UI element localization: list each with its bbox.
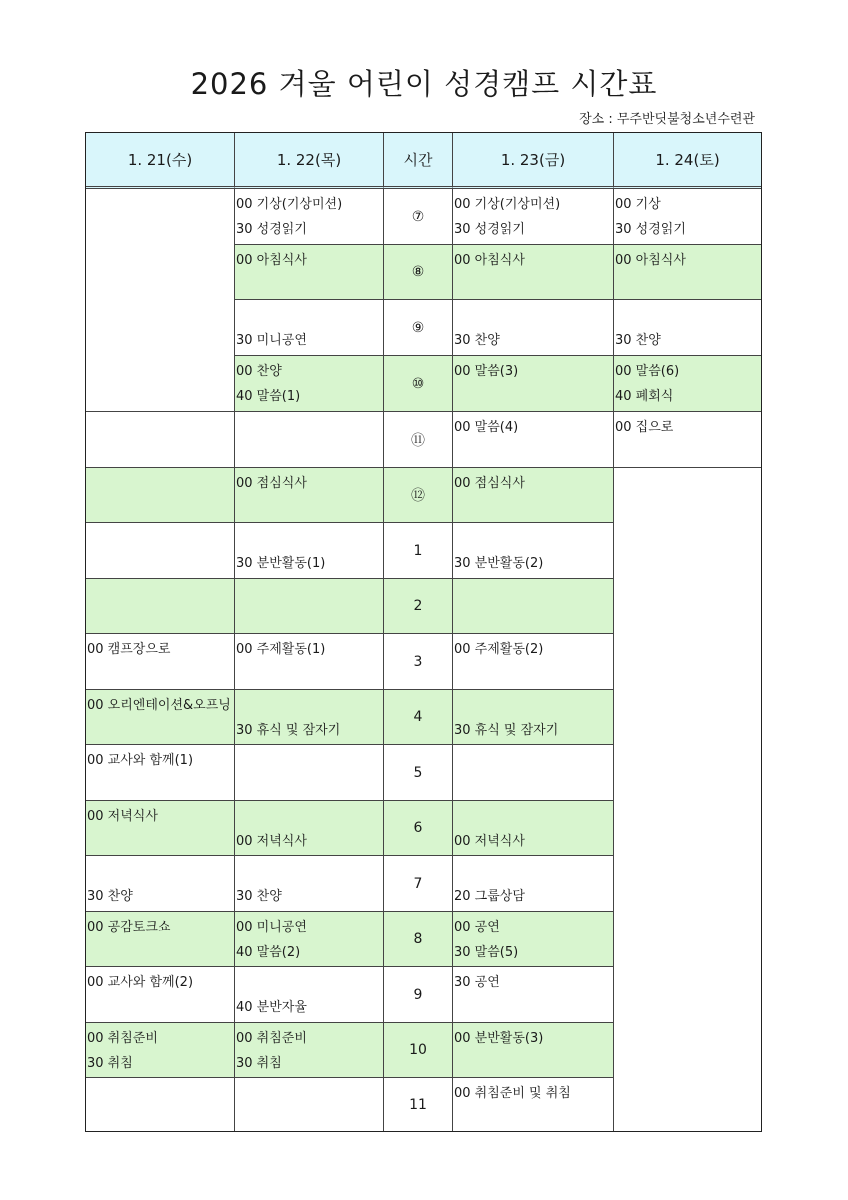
day2-cell-r8 [235, 579, 384, 634]
time-cell: 9 [384, 967, 453, 1023]
day3-entry: 30 공연 [454, 975, 500, 990]
day2-entry: 30 휴식 및 잠자기 [236, 723, 341, 738]
day3-cell-r12 [453, 801, 614, 856]
day4-entry: 30 찬양 [615, 333, 661, 348]
day3-entry: 00 공연 [454, 920, 500, 935]
time-cell: 11 [384, 1078, 453, 1131]
day3-cell-r3 [453, 300, 614, 356]
day3-entry: 00 점심식사 [454, 476, 525, 491]
day3-entry: 20 그룹상담 [454, 889, 525, 904]
day2-cell-r13 [235, 856, 384, 912]
day3-entry: 00 말씀(3) [454, 364, 519, 379]
day3-cell-r2 [453, 245, 614, 300]
day4-entry: 30 성경읽기 [615, 222, 686, 237]
day2-cell-r4 [235, 356, 384, 412]
day4-cell-empty [614, 468, 761, 1131]
day1-cell-r15 [86, 967, 235, 1023]
day4-cell-r1 [614, 189, 761, 245]
day3-cell-r13 [453, 856, 614, 912]
day2-entry: 00 저녁식사 [236, 834, 307, 849]
day1-entry: 30 찬양 [87, 889, 133, 904]
day3-cell-r4 [453, 356, 614, 412]
day2-entry: 00 찬양 [236, 364, 282, 379]
day3-cell-r16 [453, 1023, 614, 1078]
day3-cell-r6 [453, 468, 614, 523]
day2-cell-r7 [235, 523, 384, 579]
time-cell: 3 [384, 634, 453, 690]
day4-cell-r5 [614, 412, 761, 468]
time-cell: ⑫ [384, 468, 453, 523]
day3-cell-r15 [453, 967, 614, 1023]
header-day3: 1. 23(금) [453, 133, 614, 189]
day3-entry: 30 찬양 [454, 333, 500, 348]
day1-entry: 00 캠프장으로 [87, 642, 171, 657]
schedule-table [85, 132, 762, 1132]
location-label: 장소 : 무주반딧불청소년수련관 [579, 112, 755, 127]
time-cell: 7 [384, 856, 453, 912]
day1-entry: 00 오리엔테이션&오프닝 [87, 698, 231, 713]
day3-entry: 00 분반활동(3) [454, 1031, 544, 1046]
day3-cell-r17 [453, 1078, 614, 1131]
day2-cell-r12 [235, 801, 384, 856]
time-cell: ⑩ [384, 356, 453, 412]
day1-cell-morning [86, 189, 235, 412]
time-cell: 6 [384, 801, 453, 856]
time-cell: 4 [384, 690, 453, 745]
day1-cell-r11 [86, 745, 235, 801]
day4-entry: 00 기상 [615, 197, 661, 212]
page-title: 2026 겨울 어린이 성경캠프 시간표 [190, 67, 658, 101]
day3-entry: 30 말씀(5) [454, 945, 519, 960]
day2-entry: 40 말씀(2) [236, 945, 301, 960]
header-day2: 1. 22(목) [235, 133, 384, 189]
day3-cell-r7 [453, 523, 614, 579]
day3-entry: 30 성경읽기 [454, 222, 525, 237]
day1-cell-r7 [86, 523, 235, 579]
day3-cell-r8 [453, 579, 614, 634]
day2-entry: 30 미니공연 [236, 333, 307, 348]
day3-entry: 00 아침식사 [454, 253, 525, 268]
day3-entry: 00 기상(기상미션) [454, 197, 561, 212]
day3-cell-r5 [453, 412, 614, 468]
time-cell: 2 [384, 579, 453, 634]
day1-cell-r13 [86, 856, 235, 912]
day3-cell-r1 [453, 189, 614, 245]
day3-entry: 00 저녁식사 [454, 834, 525, 849]
day4-cell-r4 [614, 356, 761, 412]
day4-entry: 00 집으로 [615, 420, 674, 435]
day1-cell-r14 [86, 912, 235, 967]
day3-entry: 00 주제활동(2) [454, 642, 544, 657]
header-time: 시간 [384, 133, 453, 189]
day4-cell-r3 [614, 300, 761, 356]
day2-cell-r9 [235, 634, 384, 690]
day3-cell-r14 [453, 912, 614, 967]
day2-entry: 40 말씀(1) [236, 389, 301, 404]
header-day4: 1. 24(토) [614, 133, 761, 189]
day1-entry: 30 취침 [87, 1056, 133, 1071]
day3-entry: 00 말씀(4) [454, 420, 519, 435]
day3-cell-r9 [453, 634, 614, 690]
day1-cell-r12 [86, 801, 235, 856]
time-cell: ⑨ [384, 300, 453, 356]
time-cell: ⑪ [384, 412, 453, 468]
day2-entry: 40 분반자율 [236, 1000, 307, 1015]
day1-cell-r8 [86, 579, 235, 634]
day1-cell-r9 [86, 634, 235, 690]
day2-entry: 00 미니공연 [236, 920, 307, 935]
day1-entry: 00 교사와 함께(2) [87, 975, 194, 990]
day2-cell-r10 [235, 690, 384, 745]
day2-entry: 00 아침식사 [236, 253, 307, 268]
day2-cell-r1 [235, 189, 384, 245]
day1-entry: 00 취침준비 [87, 1031, 158, 1046]
day4-entry: 00 아침식사 [615, 253, 686, 268]
day2-entry: 00 기상(기상미션) [236, 197, 343, 212]
day2-entry: 30 분반활동(1) [236, 556, 326, 571]
day2-entry: 00 취침준비 [236, 1031, 307, 1046]
time-cell: 1 [384, 523, 453, 579]
day2-cell-r5 [235, 412, 384, 468]
day3-cell-r11 [453, 745, 614, 801]
time-cell: ⑦ [384, 189, 453, 245]
day2-cell-r6 [235, 468, 384, 523]
day1-cell-r16 [86, 1023, 235, 1078]
day2-cell-r3 [235, 300, 384, 356]
day1-cell-r6 [86, 468, 235, 523]
day1-cell-r5 [86, 412, 235, 468]
day3-entry: 30 휴식 및 잠자기 [454, 723, 559, 738]
day1-entry: 00 교사와 함께(1) [87, 753, 194, 768]
day1-cell-r17 [86, 1078, 235, 1131]
day2-cell-r14 [235, 912, 384, 967]
day2-cell-r2 [235, 245, 384, 300]
time-cell: 8 [384, 912, 453, 967]
day1-cell-r10 [86, 690, 235, 745]
day2-entry: 00 점심식사 [236, 476, 307, 491]
time-cell: ⑧ [384, 245, 453, 300]
day2-entry: 30 성경읽기 [236, 222, 307, 237]
day3-entry: 00 취침준비 및 취침 [454, 1086, 571, 1101]
day2-cell-r15 [235, 967, 384, 1023]
day2-entry: 30 찬양 [236, 889, 282, 904]
day4-entry: 00 말씀(6) [615, 364, 680, 379]
day2-cell-r11 [235, 745, 384, 801]
day2-entry: 00 주제활동(1) [236, 642, 326, 657]
header-day1: 1. 21(수) [86, 133, 235, 189]
day3-entry: 30 분반활동(2) [454, 556, 544, 571]
day1-entry: 00 공감토크쇼 [87, 920, 171, 935]
day3-cell-r10 [453, 690, 614, 745]
time-cell: 5 [384, 745, 453, 801]
day4-cell-r2 [614, 245, 761, 300]
day2-entry: 30 취침 [236, 1056, 282, 1071]
day2-cell-r16 [235, 1023, 384, 1078]
day4-entry: 40 폐회식 [615, 389, 674, 404]
time-cell: 10 [384, 1023, 453, 1078]
day2-cell-r17 [235, 1078, 384, 1131]
day1-entry: 00 저녁식사 [87, 809, 158, 824]
